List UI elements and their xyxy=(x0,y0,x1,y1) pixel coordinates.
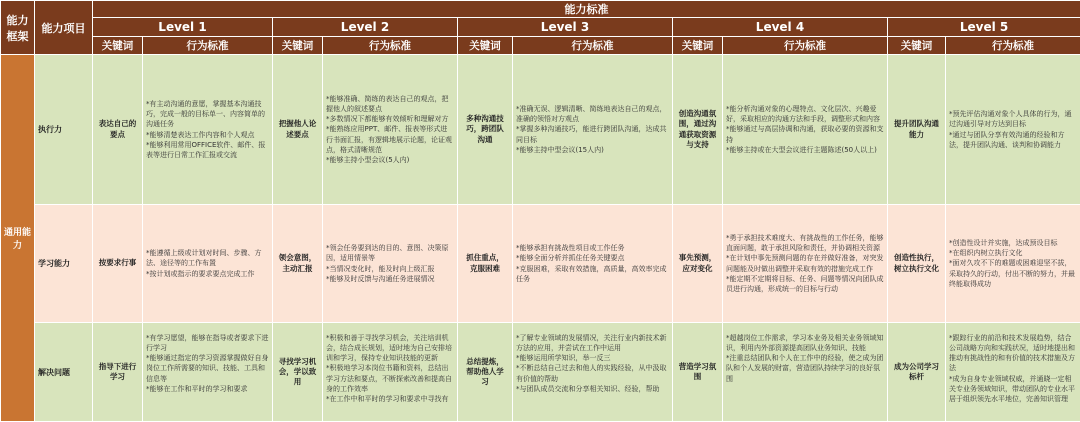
item-name: 学习能力 xyxy=(35,205,93,323)
behavior-cell: *勇于承担技术难度大、有挑战性的工作任务，能够直面问题，敢于承担风险和责任，并协调相关资源 *在计划中事先预测问题的存在并做好准备，对突发问题能及时做出调整并采取有效的措施完成工作 *能定期不定期将目标、任务、问题等情况向团队成员进行沟通，形成统一的目标与行动 xyxy=(723,205,888,323)
behavior-cell: *预先评估沟通对象个人具体的行为，通过沟通引导对方达到目标 *通过与团队分享有效沟通的经验和方法，提升团队沟通、谈判和协调能力 xyxy=(946,55,1080,205)
item-name: 执行力 xyxy=(35,55,93,205)
item-name: 解决问题 xyxy=(35,323,93,422)
behavior-cell: *能分析沟通对象的心理特点、文化层次、兴趣爱好，采取相应的沟通方法和手段，调整形式和内容 *能够通过与高层协调和沟通，获取必要的资源和支持 *能够主持或在大型会议进行主题陈述(50人以上) xyxy=(723,55,888,205)
level-5-header: Level 5 xyxy=(888,18,1080,37)
keyword-header: 关键词 xyxy=(273,37,323,55)
keyword-header: 关键词 xyxy=(93,37,143,55)
keyword-cell: 抓住重点， 克服困难 xyxy=(458,205,513,323)
keyword-header: 关键词 xyxy=(458,37,513,55)
keyword-cell: 成为公司学习 标杆 xyxy=(888,323,946,422)
keyword-header: 关键词 xyxy=(888,37,946,55)
keyword-cell: 总结提炼， 帮助他人学 习 xyxy=(458,323,513,422)
behavior-cell: *能遵循上级或计划对时间、步骤、方法、途径等的工作布置 *按计划或指示的要求要点完成工作 xyxy=(143,205,273,323)
framework-header: 能力 框架 xyxy=(1,1,35,55)
behavior-cell: *跟踪行业的前沿和技术发展趋势，结合公司战略方向和实践状况，适时地提出和推动有挑战性的和有价值的技术措施及方法 *成为自身专业领域权威，并通晓一定相关专业务领域知识，带动团队的专业水平居于组织领先水平地位，完善知识管理 xyxy=(946,323,1080,422)
behavior-cell: *能够准确、简练的表达自己的观点，把握他人的叙述要点 *多数情况下都能够有效倾听和理解对方 *能熟练应用PPT、邮件、报表等形式进行书面汇报，有逻辑地展示论题，论证观点，格式清晰规范 *能够主持小型会议(5人内) xyxy=(323,55,458,205)
behavior-cell: *创造性设计并实施，达成预设目标 *在组织内树立执行文化 *面对久攻不下的难题或困难迎坚不拔，采取持久的行动，付出不断的努力，并最终能取得成功 xyxy=(946,205,1080,323)
behavior-header: 行为标准 xyxy=(323,37,458,55)
level-4-header: Level 4 xyxy=(673,18,888,37)
behavior-cell: *了解专业领域的发展情况，关注行业内新技术新方法的应用，并尝试在工作中运用 *能够运用所学知识，举一反三 *不断总结自己过去和他人的实践经验，从中汲取有价值的帮助 *与团队成员交流和分享相关知识、经验，帮助 xyxy=(513,323,673,422)
keyword-cell: 寻找学习机 会，学以致 用 xyxy=(273,323,323,422)
keyword-cell: 指导下进行 学习 xyxy=(93,323,143,422)
keyword-cell: 按要求行事 xyxy=(93,205,143,323)
behavior-header: 行为标准 xyxy=(143,37,273,55)
keyword-cell: 多种沟通技 巧，跨团队 沟通 xyxy=(458,55,513,205)
keyword-cell: 把握他人论 述要点 xyxy=(273,55,323,205)
table-row xyxy=(1,323,1080,422)
framework-name: 通用能力 xyxy=(1,55,35,422)
keyword-cell: 表达自己的 要点 xyxy=(93,55,143,205)
keyword-cell: 事先预测， 应对变化 xyxy=(673,205,723,323)
level-1-header: Level 1 xyxy=(93,18,273,37)
behavior-cell: *有主动沟通的意愿，掌握基本沟通技巧，完成一般的目标单一、内容简单的沟通任务 *能够清楚表达工作内容和个人观点 *能够利用常用OFFICE软件、邮件、报表等进行日常工作汇报或交流 xyxy=(143,55,273,205)
keyword-cell: 创造沟通氛 围，通过沟 通获取资源 与支持 xyxy=(673,55,723,205)
behavior-cell: *超越岗位工作需求，学习本业务及相关业务领域知识，利用内外部资源提高团队业务知识、技能 *注重总结团队和个人在工作中的经验，使之成为团队和个人发展的财富，营造团队持续学习的良好氛围 xyxy=(723,323,888,422)
level-3-header: Level 3 xyxy=(458,18,673,37)
behavior-header: 行为标准 xyxy=(723,37,888,55)
behavior-header: 行为标准 xyxy=(946,37,1080,55)
keyword-cell: 领会意图， 主动汇报 xyxy=(273,205,323,323)
behavior-cell: *准确无误、逻辑清晰、简练地表达自己的观点，准确的领悟对方观点 *掌握多种沟通技巧，能进行跨团队沟通，达成共同目标 *能够主持中型会议(15人内) xyxy=(513,55,673,205)
keyword-header: 关键词 xyxy=(673,37,723,55)
table-row xyxy=(1,205,1080,323)
behavior-cell: *能够承担有挑战性项目或工作任务 *能够全面分析并抓住任务关键要点 *克服困难，采取有效措施，高质量，高效率完成任务 xyxy=(513,205,673,323)
level-2-header: Level 2 xyxy=(273,18,458,37)
keyword-cell: 创造性执行， 树立执行文化 xyxy=(888,205,946,323)
item-header: 能力项目 xyxy=(35,1,93,55)
behavior-cell: *有学习愿望，能够在指导或者要求下进行学习 *能够通过指定的学习资源掌握做好自身岗位工作所需要的知识、技能、工具和信息等 *能够在工作和平时的学习和要求 xyxy=(143,323,273,422)
behavior-header: 行为标准 xyxy=(513,37,673,55)
keyword-cell: 提升团队沟通 能力 xyxy=(888,55,946,205)
behavior-cell: *领会任务要到达的目的、意图、决策原因，适用情景等 *当情况变化时，能及时向上级汇报 *能够及时反馈与沟通任务进展情况 xyxy=(323,205,458,323)
table-row xyxy=(1,55,1080,205)
keyword-cell: 营造学习氛 围 xyxy=(673,323,723,422)
behavior-cell: *积极和善于寻找学习机会，关注培训机会，结合成长规划，适时地为自己安排培训和学习，保持专业知识技能的更新 *积极地学习本岗位书籍和资料，总结出学习方法和要点，不断探索改善和提高自身的工作效率 *在工作中和平时的学习和要求中寻找有 xyxy=(323,323,458,422)
standard-header: 能力标准 xyxy=(93,1,1080,18)
